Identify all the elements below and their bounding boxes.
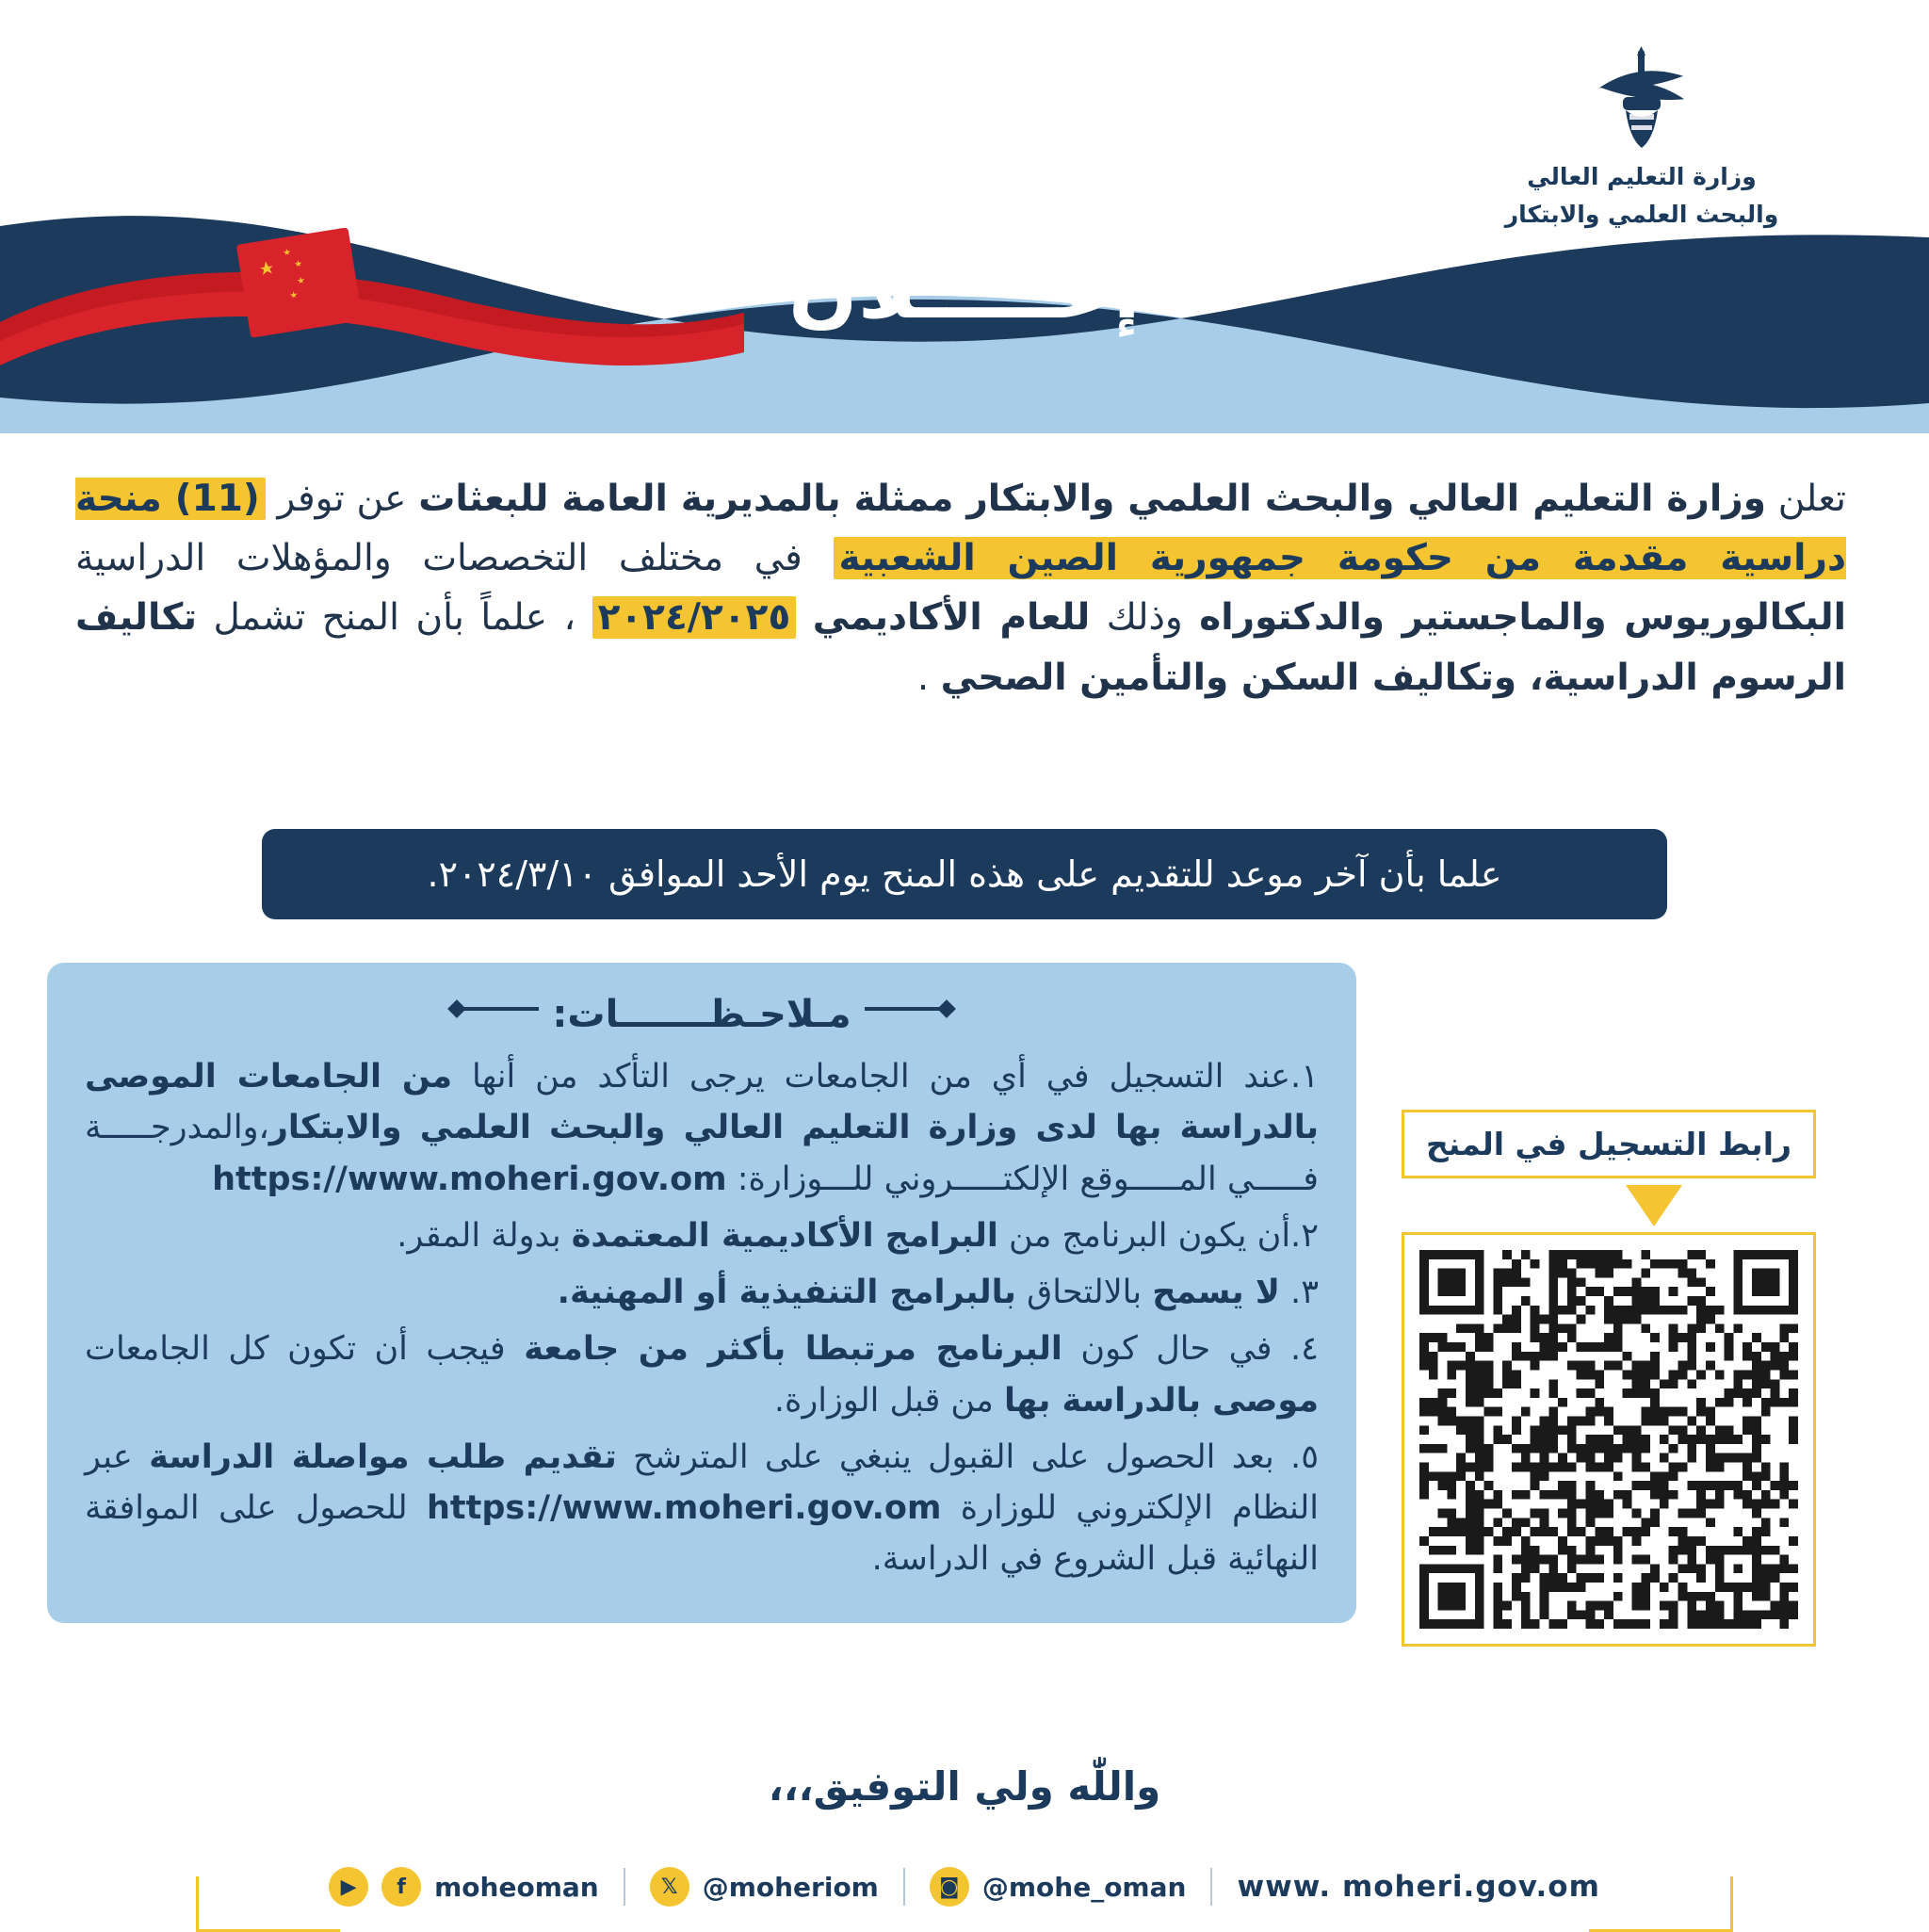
ministry-name-line2: والبحث العلمي والابتكار [1504,201,1779,229]
ministry-logo [1439,43,1844,233]
note-number: ٥. [1290,1437,1319,1476]
note-text: من الجامعات الموصى بالدراسة بها لدى وزارة التعليم العالي والبحث العلمي والابتكار [85,1058,1319,1147]
ministry-name-line1: وزارة التعليم العالي [1527,163,1757,190]
social-handle: moheoman [434,1871,599,1903]
intro-ministry: وزارة التعليم العالي والبحث العلمي والابتكار ممثلة بالمديرية العامة للبعثات [418,478,1766,520]
note-text: أن يكون البرنامج من [997,1216,1291,1255]
note-text: بالالتحاق [1015,1274,1153,1311]
note-text: بعد الحصول على القبول ينبغي على المترشح [616,1437,1291,1476]
note-text: للحصول على الموافقة النهائية قبل الشروع في الدراسة. [85,1489,1319,1579]
note-text: عند التسجيل في أي من الجامعات يرجى التأكد من أنها [452,1058,1291,1096]
footer-separator [903,1868,905,1906]
china-flag-icon [234,228,365,339]
notes-panel [47,963,1356,1623]
qr-label: رابط التسجيل في المنح [1402,1110,1816,1178]
notes-title-deco-left [454,1007,539,1011]
x-twitter-icon[interactable]: 𝕏 [650,1867,689,1907]
footer [0,1844,1929,1929]
banner [0,209,1929,433]
note-text: بدولة المقر. [397,1216,572,1255]
intro-coverage: تكاليف الرسوم الدراسية، وتكاليف السكن والتأمين الصحي [75,596,1846,699]
social-handle: @mohe_oman [981,1871,1187,1903]
note-text: لا يسمح [1152,1274,1280,1311]
note-text [1280,1274,1290,1311]
note-item [85,1210,1319,1261]
intro-paragraph [75,469,1846,707]
note-number: ٣. [1290,1274,1319,1311]
note-item [85,1323,1319,1426]
intro-pre: تعلن [1765,478,1847,520]
note-number: ٤. [1290,1330,1319,1369]
note-text: موصى بالدراسة بها [1003,1381,1319,1420]
note-number: ٢. [1290,1216,1319,1255]
note-text: تقديم طلب مواصلة الدراسة [149,1437,617,1476]
social-handle: @moheriom [702,1871,879,1903]
intro-academic-year-label: للعام الأكاديمي [812,596,1091,640]
note-item [85,1051,1319,1205]
intro-l2-pre: عن توفر [265,478,419,520]
closing-phrase: واللّٰه ولي التوفيق،،، [768,1763,1161,1810]
footer-separator [1210,1868,1212,1906]
note-url[interactable]: https://www.moheri.gov.om [212,1160,727,1198]
intro-l2-post: في مختلف التخصصات والمؤهلات الدراسية [75,537,834,580]
note-text: البرامج الأكاديمية المعتمدة [571,1216,998,1255]
qr-canvas [1419,1250,1798,1629]
intro-l4-post: ، علماً بأن المنح تشمل [196,596,592,640]
note-text: بالبرامج التنفيذية أو المهنية. [557,1274,1016,1311]
intro-l5-post: . [916,656,941,699]
notes-title [85,993,1319,1036]
footer-socials [329,1867,1600,1907]
footer-website[interactable]: www. moheri.gov.om [1237,1870,1600,1904]
notes-title-deco-right [865,1007,949,1011]
note-url[interactable]: https://www.moheri.gov.om [426,1489,942,1527]
note-text: فيجب أن تكون كل الجامعات [85,1330,525,1369]
facebook-icon[interactable]: f [381,1867,421,1907]
intro-academic-year: ٢٠٢٤/٢٠٢٥ [592,596,797,639]
note-item [85,1432,1319,1585]
note-text: البرنامج مرتبطا بأكثر من جامعة [524,1330,1062,1369]
instagram-icon[interactable]: ◙ [930,1867,969,1907]
notes-title-text: مـلاحـظـــــــات: [552,993,851,1036]
note-text: ،والمدرجـــــة فـــــي المـــــوقع الإلكتـــــروني للـــوزارة: [85,1109,1319,1198]
note-text: في حال كون [1062,1330,1291,1369]
registration-qr-code[interactable] [1402,1232,1816,1647]
youtube-icon[interactable]: ▶ [329,1867,368,1907]
page-title: إعـــــلان [788,243,1141,337]
note-text: من قبل الوزارة. [773,1381,1004,1420]
deadline-banner: علما بأن آخر موعد للتقديم على هذه المنح يوم الأحد الموافق ٢٠٢٤/٣/١٠. [262,829,1667,919]
intro-l3-post: وذلك [1090,596,1200,640]
intro-grant-highlight: (11) منحة دراسية مقدمة من حكومة جمهورية الصين الشعبية [75,478,1846,580]
note-text: عبر النظام الإلكتروني للوزارة [85,1437,1319,1527]
notes-list [85,1051,1319,1585]
oman-khanjar-emblem-icon [1439,43,1844,156]
intro-degrees: البكالوريوس والماجستير والدكتوراه [1199,596,1846,640]
footer-separator [624,1868,625,1906]
note-number: ١. [1290,1058,1319,1096]
note-item [85,1267,1319,1318]
